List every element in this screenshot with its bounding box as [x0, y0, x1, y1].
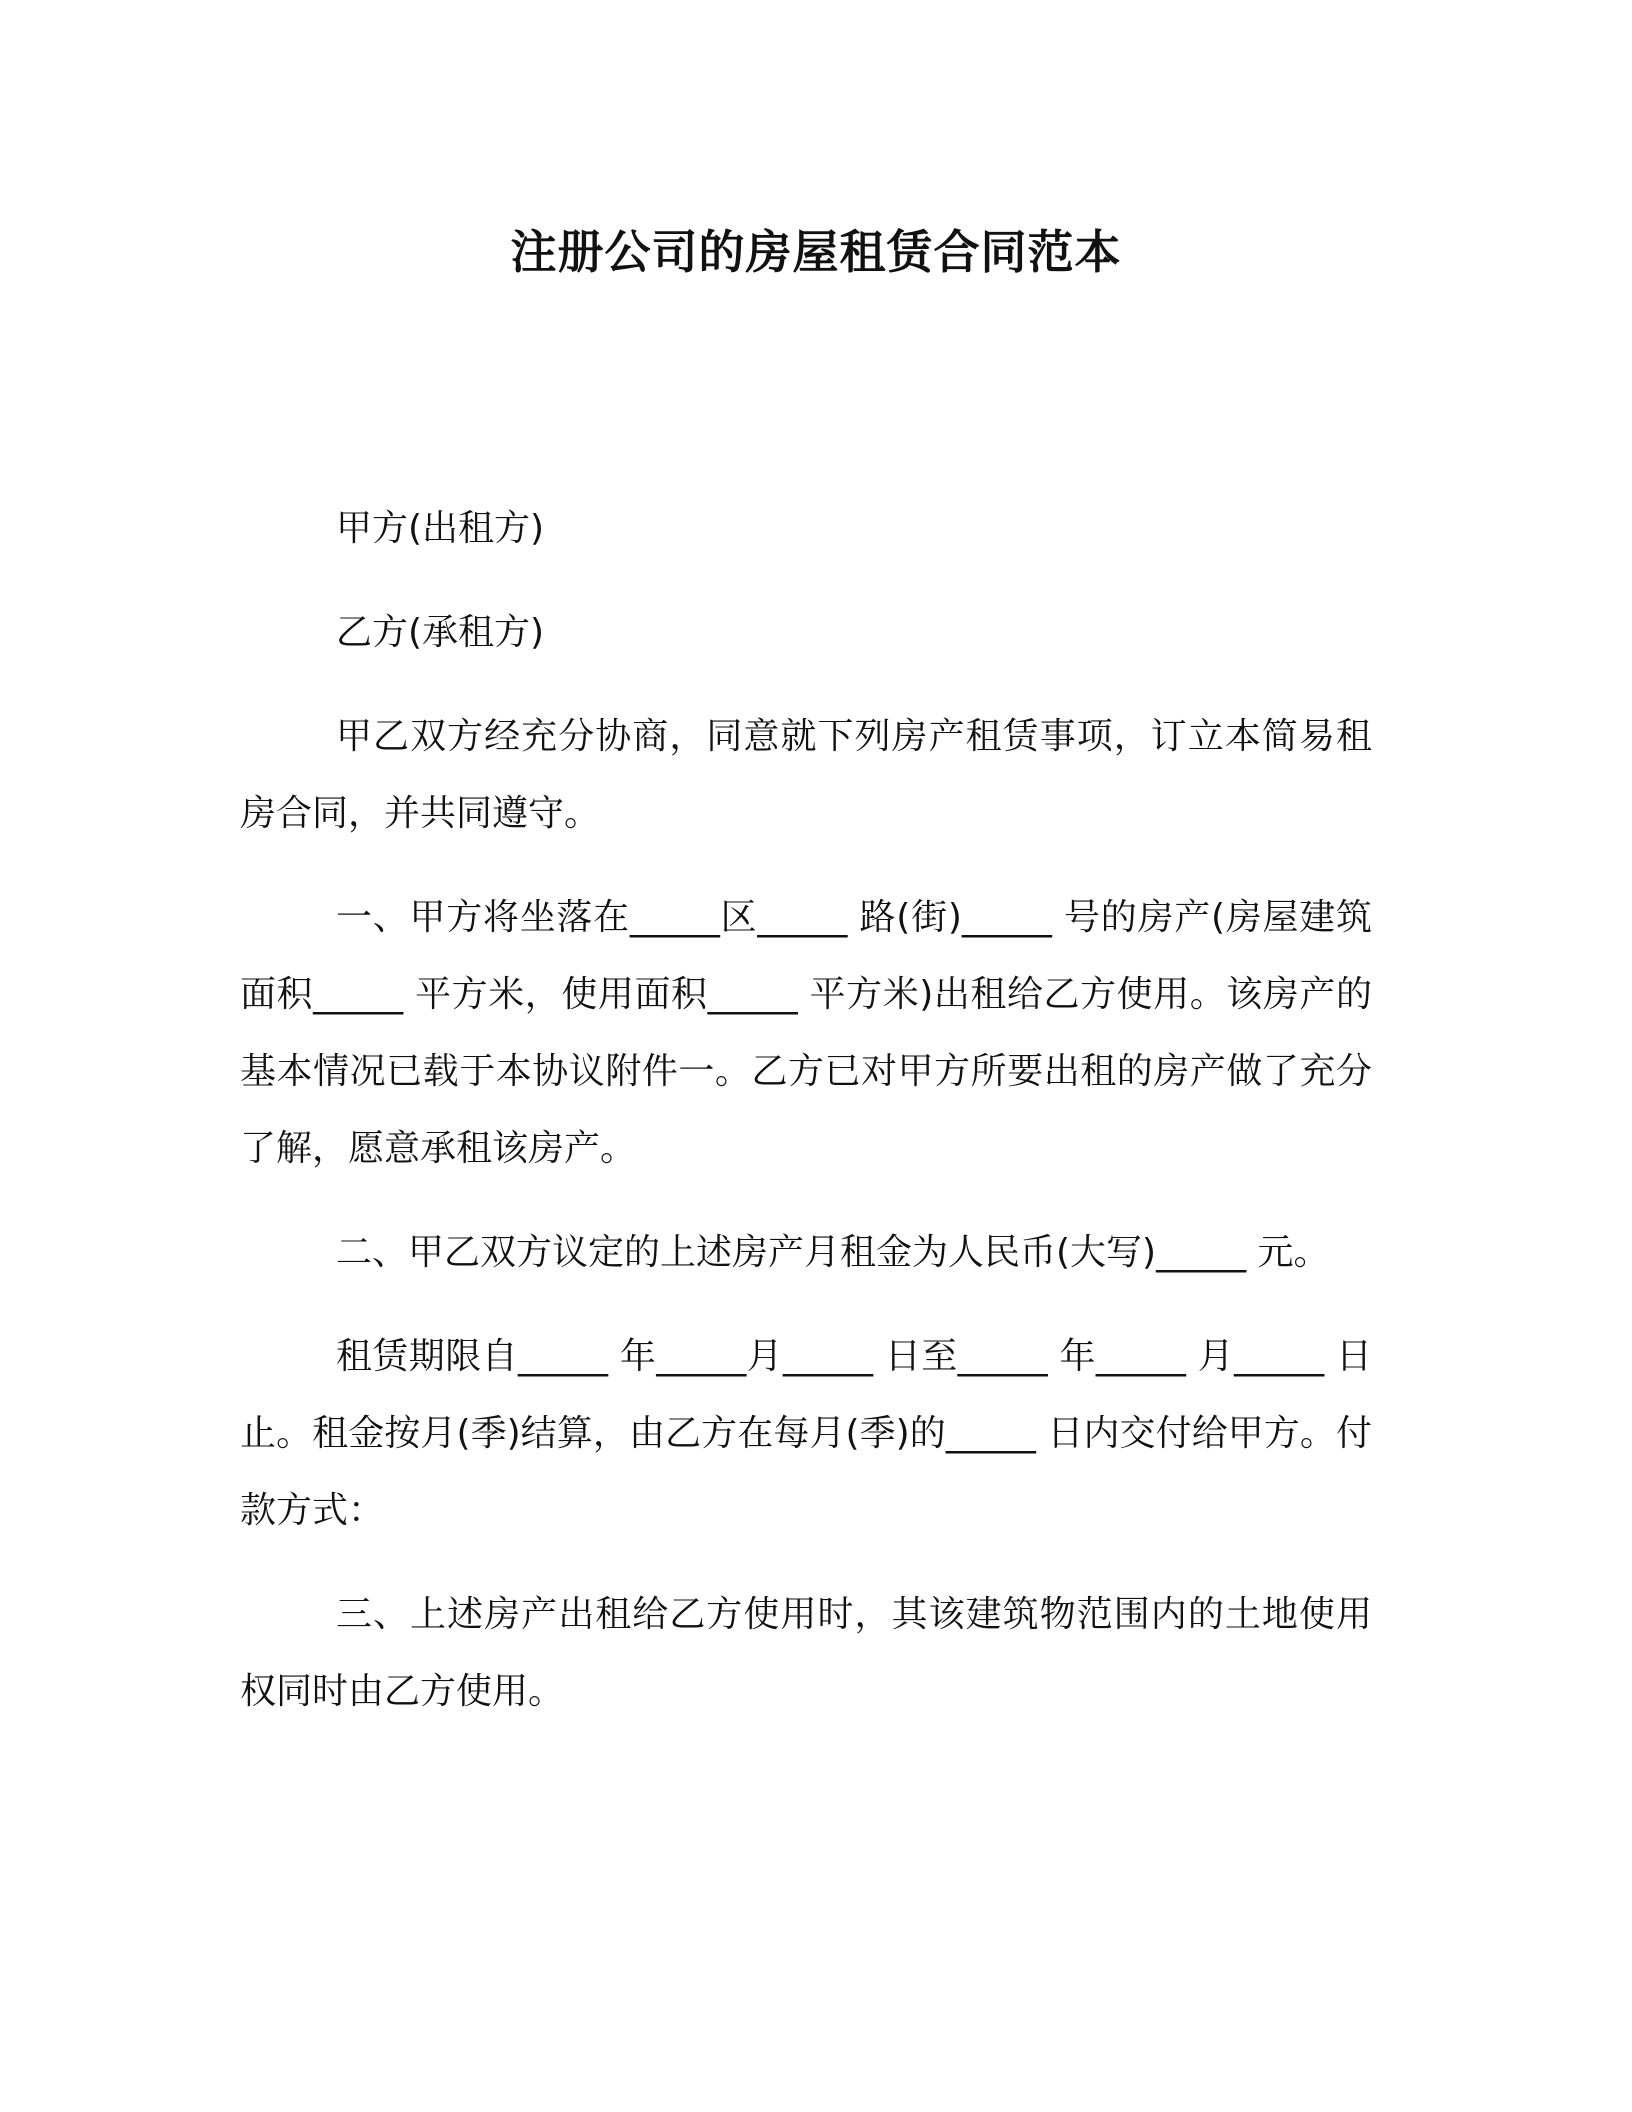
- intro-paragraph: 甲乙双方经充分协商，同意就下列房产租赁事项，订立本简易租房合同，并共同遵守。: [240, 716, 1372, 834]
- clause-one-paragraph: 一、甲方将坐落在_____区_____ 路(街)_____ 号的房产(房屋建筑面积_____ 平方米，使用面积_____ 平方米)出租给乙方使用。该房产的基本情况已载于本协议附件一。乙方已对甲方所要出租的房产做了充分了解，愿意承租该房产。: [240, 897, 1372, 1169]
- lease-term-paragraph: 租赁期限自_____ 年_____月_____ 日至_____ 年_____ 月_____ 日止。租金按月(季)结算，由乙方在每月(季)的_____ 日内交付给甲方。付款方式：: [240, 1336, 1372, 1531]
- clause-two-paragraph: 二、甲乙双方议定的上述房产月租金为人民币(大写)_____ 元。: [336, 1232, 1330, 1273]
- document-body: [240, 490, 1372, 1757]
- party-a-line: 甲方(出租方): [336, 508, 545, 549]
- clause-three-paragraph: 三、上述房产出租给乙方使用时，其该建筑物范围内的土地使用权同时由乙方使用。: [240, 1594, 1372, 1712]
- document-title: 注册公司的房屋租赁合同范本: [510, 225, 1122, 279]
- party-b-line: 乙方(承租方): [336, 612, 545, 653]
